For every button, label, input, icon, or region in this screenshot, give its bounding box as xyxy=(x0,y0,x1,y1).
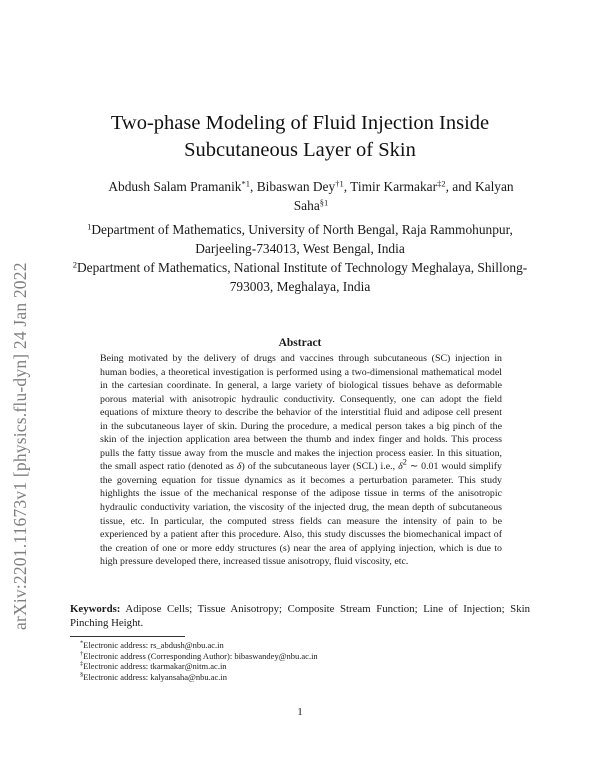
footnote-text: Electronic address: rs_abdush@nbu.ac.in xyxy=(83,640,224,650)
affiliation-text: Department of Mathematics, National Institute of Technology Meghalaya, Shillong-793003, Meghalaya, India xyxy=(76,260,528,294)
author-separator: , xyxy=(250,179,257,194)
author-marks: ‡2 xyxy=(437,178,446,189)
footnote xyxy=(80,640,520,651)
title-line-1: Two-phase Modeling of Fluid Injection Inside xyxy=(110,112,490,134)
footnote-mark: § xyxy=(80,671,84,679)
author-marks: †1 xyxy=(335,178,344,189)
page-number: 1 xyxy=(297,706,303,718)
author-name: Abdush Salam Pramanik xyxy=(108,179,242,194)
author-name: Kalyan Saha xyxy=(293,179,514,213)
footnote xyxy=(80,651,520,662)
affiliation xyxy=(70,220,530,258)
keywords xyxy=(70,602,530,630)
abstract-text xyxy=(100,352,502,569)
abstract-part: Being motivated by the delivery of drugs and vaccines through subcutaneous (SC) injection in human bodies, a theoretical investigation is performed using a two-dimensional mathematical model in the cartesian coordinate. In general, a large variety of biological tissues behave as deformable porous material with anisotropic hydraulic conductivity. Consequently, one can adopt the field equations of mixture theory to describe the behavior of the interstitial fluid and adipose cell present in the subcutaneous layer of skin. During the procedure, a medical person takes a big pinch of the skin of the injection application area between the thumb and index finger and holds. This process pulls the fatty tissue away from the muscle and makes the injection process easier. In this situation, the small aspect ratio (denoted as xyxy=(100,353,502,473)
footnote-mark: ‡ xyxy=(80,660,84,668)
arxiv-identifier: arXiv:2201.11673v1 [physics.flu-dyn] 24 Jan 2022 xyxy=(10,262,30,630)
affiliations xyxy=(70,220,530,296)
abstract-heading: Abstract xyxy=(278,337,322,349)
math-delta: δ xyxy=(398,461,403,473)
author-separator: , and xyxy=(445,179,475,194)
author-marks: *1 xyxy=(241,178,251,189)
abstract-part: would simplify the governing equation for tissue dynamics as it becomes a perturbation parameter. This study highlights the issue of the mechanical response of the adipose tissue in terms of the anisotropic hydraulic conductivity variation, the viscosity of the injected drug, the mean depth of subcutaneous tissue, etc. In particular, the computed stress fields can measure the intensity of pain to be experienced by a patient after this procedure. Also, this study discusses the biomechanical impact of the creation of one or more eddy structures (s) near the area of applying injection, which is due to high pressure developed there, increased tissue anisotropy, fluid viscosity, etc. xyxy=(100,461,502,568)
footnote xyxy=(80,661,520,672)
footnote-rule xyxy=(70,636,185,637)
affiliation-number: 1 xyxy=(87,221,92,232)
author-separator: , xyxy=(343,179,351,194)
footnote-mark: * xyxy=(80,639,84,647)
footnote-text: Electronic address: tkarmakar@nitm.ac.in xyxy=(83,661,227,672)
paper-title xyxy=(60,110,540,164)
keywords-label: Keywords: xyxy=(70,603,121,615)
author-list xyxy=(100,177,522,215)
footnote-mark: † xyxy=(80,650,84,658)
abstract-part: ) of the subcutaneous layer (SCL) i.e., xyxy=(241,461,396,473)
affiliation-number: 2 xyxy=(72,259,77,270)
math-exponent: 2 xyxy=(402,456,407,467)
author-marks: §1 xyxy=(319,197,329,208)
author-name: Timir Karmakar xyxy=(350,179,438,194)
keywords-list: Adipose Cells; Tissue Anisotropy; Composite Stream Function; Line of Injection; Skin Pinching Height. xyxy=(70,603,530,629)
affiliation-text: Department of Mathematics, University of North Bengal, Raja Rammohunpur, Darjeeling-734013, West Bengal, India xyxy=(91,222,513,256)
footnote xyxy=(80,672,520,683)
footnote-text: Electronic address: kalyansaha@nbu.ac.in xyxy=(83,671,228,682)
footnote-text: Electronic address (Corresponding Author): bibaswandey@nbu.ac.in xyxy=(83,650,318,661)
math-approx: ∼ 0.01 xyxy=(406,461,439,473)
title-line-2: Subcutaneous Layer of Skin xyxy=(184,139,416,161)
author-name: Bibaswan Dey xyxy=(256,179,336,194)
footnotes xyxy=(80,640,520,682)
affiliation xyxy=(70,258,530,296)
math-delta: δ xyxy=(236,461,242,473)
